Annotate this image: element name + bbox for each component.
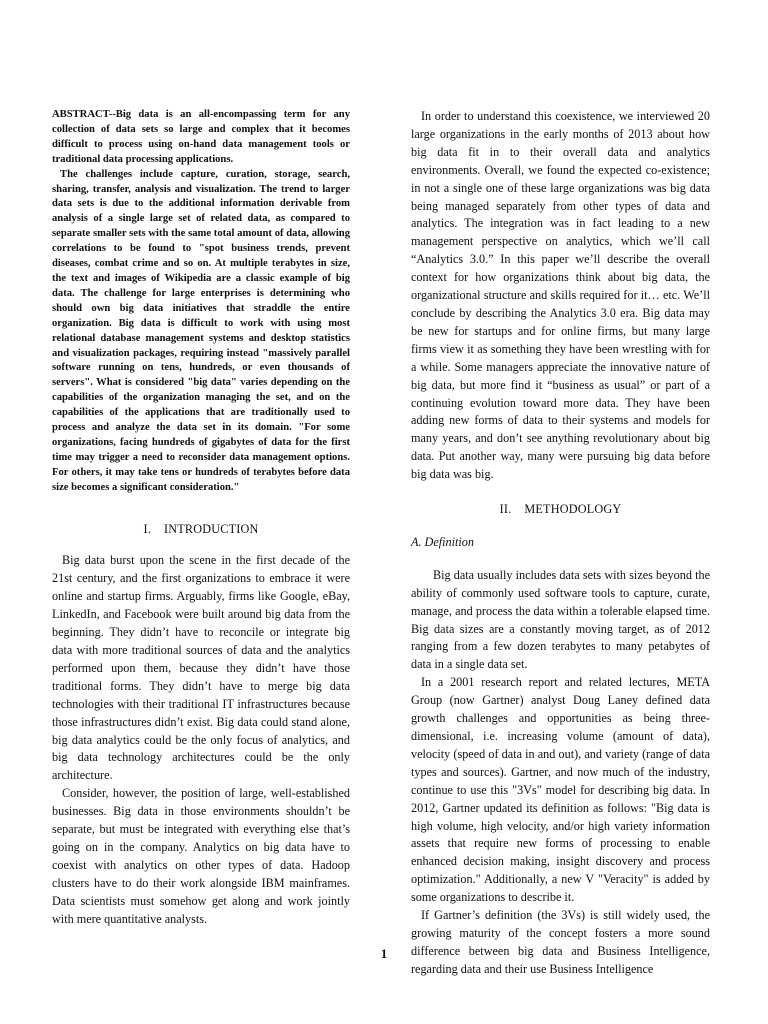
methodology-paragraph-3: If Gartner’s definition (the 3Vs) is still widely used, the growing maturity of the concept fosters a more sound difference between big data and Business Intelligence, regarding data and their use Business Intelligence <box>411 908 710 976</box>
left-column <box>52 108 350 929</box>
abstract-paragraph-2: The challenges include capture, curation, storage, search, sharing, transfer, analysis and visualization. The trend to larger data sets is due to the additional information derivable from analysis of a single large set of related data, as compared to separate smaller sets with the same total amount of data, allowing correlations to be found to "spot business trends, prevent diseases, combat crime and so on. At multiple terabytes in size, the text and images of Wikipedia are a classic example of big data. The challenge for large enterprises is determining who should own big data initiatives that straddle the entire organization. Big data is difficult to work with using most relational database management systems and desktop statistics and visualization packages, requiring instead "massively parallel software running on tens, hundreds, or even thousands of servers". What is considered "big data" varies depending on the capabilities of the organization managing the set, and on the capabilities of the applications that are traditionally used to process and analyze the data set in its domain. "For some organizations, facing hundreds of gigabytes of data for the first time may trigger a need to reconsider data management options. For others, it may take tens or hundreds of terabytes before data size becomes a significant consideration." <box>52 168 350 493</box>
methodology-paragraph-2: In a 2001 research report and related lectures, META Group (now Gartner) analyst Doug Laney defined data growth challenges and opportunities as being three-dimensional, i.e. increasing volume (amount of data), velocity (speed of data in and out), and variety (range of data types and sources). Gartner, and now much of the industry, continue to use this "3Vs" model for describing big data. In 2012, Gartner updated its definition as follows: "Big data is high volume, high velocity, and/or high variety information assets that require new forms of processing to enable enhanced decision making, insight discovery and process optimization." Additionally, a new V "Veracity" is added by some organizations to describe it. <box>411 675 710 905</box>
methodology-heading: II. METHODOLOGY <box>499 502 622 517</box>
abstract-paragraph-1: ABSTRACT--Big data is an all-encompassing term for any collection of data sets so large and complex that it becomes difficult to process using on-hand data management tools or traditional data processing applications. <box>52 109 350 165</box>
right-column <box>411 108 710 979</box>
page-number: 1 <box>380 946 388 961</box>
methodology-paragraph-1: Big data usually includes data sets with sizes beyond the ability of commonly used software tools to capture, curate, manage, and process the data within a tolerable elapsed time. Big data sizes are a constantly moving target, as of 2012 ranging from a few dozen terabytes to many petabytes of data in a single data set. <box>411 567 710 672</box>
definition-subheading: A. Definition <box>411 534 474 549</box>
introduction-paragraph-2: Consider, however, the position of large, well-established businesses. Big data in those environments shouldn’t be separate, but must be integrated with everything else that’s going on in the company. Analytics on big data have to coexist with analytics on other types of data. Hadoop clusters have to do their work alongside IBM mainframes. Data scientists must somehow get along and work jointly with mere quantitative analysts. <box>52 786 350 926</box>
introduction-heading: I. INTRODUCTION <box>143 521 259 536</box>
introduction-paragraph-3: In order to understand this coexistence, we interviewed 20 large organizations in the early months of 2013 about how big data fit in to their overall data and analytics environments. Overall, we found the expected co-existence; in not a single one of these large organizations was big data being managed separately from other types of data and analytics. The integration was in fact leading to a new management perspective on analytics, which we’ll call “Analytics 3.0.” In this paper we’ll describe the overall context for how organizations think about big data, the organizational structure and skills required for it… etc. We’ll conclude by describing the Analytics 3.0 era. Big data may be new for startups and for online firms, but many large firms view it as something they have been wrestling with for a while. Some managers appreciate the innovative nature of big data, but more find it “business as usual” or part of a continuing evolution toward more data. They have been adding new forms of data to their systems and models for many years, and don’t see anything revolutionary about big data. Put another way, many were pursuing big data before big data was big. <box>411 109 710 482</box>
introduction-paragraph-1: Big data burst upon the scene in the first decade of the 21st century, and the first organizations to embrace it were online and startup firms. Arguably, firms like Google, eBay, LinkedIn, and Facebook were built around big data from the beginning. They didn’t have to reconcile or integrate big data with more traditional sources of data and the analytics performed upon them, because they didn’t have those traditional forms. They didn’t have to merge big data technologies with their traditional IT infrastructures because those infrastructures didn’t exist. Big data could stand alone, big data analytics could be the only focus of analytics, and big data technology architectures could be the only architecture. <box>52 553 350 783</box>
